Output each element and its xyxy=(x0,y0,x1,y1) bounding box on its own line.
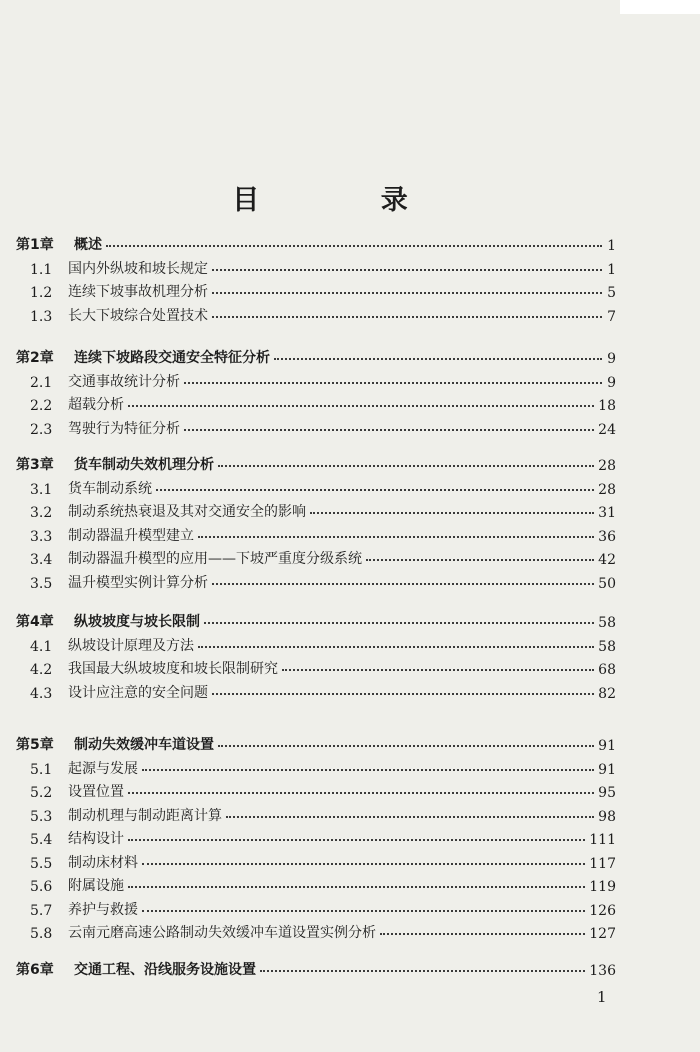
toc-section-title: 养护与救援 xyxy=(68,901,138,918)
toc-chapter[interactable] xyxy=(16,607,616,631)
toc-section[interactable] xyxy=(30,631,616,655)
toc-section-title: 制动系统热衰退及其对交通安全的影响 xyxy=(68,504,306,520)
toc-section[interactable] xyxy=(30,568,616,592)
toc-section-title: 货车制动系统 xyxy=(68,480,152,497)
toc-section-page: 42 xyxy=(598,552,616,568)
toc-chapter[interactable] xyxy=(16,343,616,367)
dot-leader xyxy=(198,646,594,648)
dot-leader xyxy=(156,489,594,491)
toc-section-page: 18 xyxy=(598,398,616,414)
toc-section-title: 温升模型实例计算分析 xyxy=(68,574,208,591)
dot-leader xyxy=(212,583,594,585)
dot-leader xyxy=(226,816,594,818)
toc-chapter-page: 58 xyxy=(598,615,616,631)
toc-section-title: 我国最大纵坡坡度和坡长限制研究 xyxy=(68,661,278,677)
toc-section-page: 126 xyxy=(589,902,616,919)
toc-chapter-page: 91 xyxy=(598,738,616,754)
toc-section-page: 7 xyxy=(607,308,616,325)
toc-chapter-title: 纵坡坡度与坡长限制 xyxy=(74,614,200,630)
toc-section-page: 117 xyxy=(589,855,616,872)
dot-leader xyxy=(366,559,594,561)
toc-section-number: 3.3 xyxy=(30,528,53,545)
toc-section-page: 91 xyxy=(598,761,616,778)
toc-section-page: 50 xyxy=(598,575,616,592)
toc-section[interactable] xyxy=(30,678,616,702)
toc-section-title: 设计应注意的安全问题 xyxy=(68,684,208,701)
toc-section[interactable] xyxy=(30,801,616,825)
toc-section-number: 4.1 xyxy=(30,638,53,655)
toc-section-title: 制动床材料 xyxy=(68,854,138,871)
toc-chapter[interactable] xyxy=(16,730,616,754)
toc-section-number: 5.7 xyxy=(30,902,53,919)
toc-section[interactable] xyxy=(30,871,616,895)
toc-section-title: 起源与发展 xyxy=(68,760,138,777)
dot-leader xyxy=(260,970,585,972)
toc-chapter-number: 第5章 xyxy=(16,737,54,753)
toc-section-page: 127 xyxy=(589,926,616,942)
toc-chapter-number: 第2章 xyxy=(16,350,54,366)
toc-chapter-title: 制动失效缓冲车道设置 xyxy=(74,737,214,753)
toc-section-page: 95 xyxy=(598,785,616,801)
toc-section-number: 5.6 xyxy=(30,879,53,895)
toc-section-number: 3.2 xyxy=(30,505,53,521)
toc-section[interactable] xyxy=(30,301,616,325)
toc-section-number: 1.2 xyxy=(30,285,53,301)
dot-leader xyxy=(274,358,602,360)
toc-chapter[interactable] xyxy=(16,230,616,254)
toc-chapter-number: 第4章 xyxy=(16,614,54,630)
toc-chapter-number: 第6章 xyxy=(16,962,54,978)
toc-section[interactable] xyxy=(30,277,616,301)
toc-section-title: 附属设施 xyxy=(68,878,124,894)
toc-section-number: 4.3 xyxy=(30,685,53,702)
dot-leader xyxy=(204,622,594,624)
toc-section-page: 58 xyxy=(598,638,616,655)
toc-section[interactable] xyxy=(30,777,616,801)
toc-chapter-number: 第1章 xyxy=(16,237,54,253)
dot-leader xyxy=(184,382,602,384)
dot-leader xyxy=(218,745,594,747)
toc-section-page: 82 xyxy=(598,685,616,702)
toc-section-number: 5.8 xyxy=(30,926,53,942)
toc-section-page: 5 xyxy=(607,285,616,301)
toc-section-page: 1 xyxy=(607,261,616,278)
dot-leader xyxy=(198,536,594,538)
toc-section-title: 交通事故统计分析 xyxy=(68,373,180,390)
dot-leader xyxy=(212,292,602,294)
toc-chapter-number: 第3章 xyxy=(16,457,54,473)
page-number: 1 xyxy=(597,988,607,1006)
toc-section-page: 36 xyxy=(598,528,616,545)
toc-section-page: 28 xyxy=(598,481,616,498)
toc-section[interactable] xyxy=(30,918,616,942)
toc-section[interactable] xyxy=(30,895,616,919)
toc-chapter[interactable] xyxy=(16,450,616,474)
toc-chapter-title: 货车制动失效机理分析 xyxy=(74,457,214,473)
toc-section[interactable] xyxy=(30,848,616,872)
toc-section-page: 24 xyxy=(598,421,616,438)
toc-section-title: 国内外纵坡和坡长规定 xyxy=(68,260,208,277)
toc-section-number: 3.5 xyxy=(30,575,53,592)
toc-chapter-title: 概述 xyxy=(74,237,102,253)
page-title: 目 录 xyxy=(232,185,464,217)
toc-section-page: 98 xyxy=(598,808,616,825)
toc-section-number: 4.2 xyxy=(30,662,53,678)
toc-section[interactable] xyxy=(30,521,616,545)
toc-section[interactable] xyxy=(30,367,616,391)
toc-section[interactable] xyxy=(30,254,616,278)
toc-chapter[interactable] xyxy=(16,955,616,979)
dot-leader xyxy=(184,429,594,431)
toc-section[interactable] xyxy=(30,824,616,848)
toc-section[interactable] xyxy=(30,390,616,414)
toc-section-number: 5.5 xyxy=(30,855,53,872)
toc-section-title: 连续下坡事故机理分析 xyxy=(68,284,208,300)
dot-leader xyxy=(128,886,585,888)
toc-section-title: 制动机理与制动距离计算 xyxy=(68,807,222,824)
toc-section-number: 1.3 xyxy=(30,308,53,325)
toc-section-page: 111 xyxy=(589,832,616,848)
toc-chapter-page: 136 xyxy=(589,963,616,979)
toc-section-title: 驾驶行为特征分析 xyxy=(68,420,180,437)
toc-section-number: 5.3 xyxy=(30,808,53,825)
toc-section[interactable] xyxy=(30,754,616,778)
toc-section-number: 2.2 xyxy=(30,398,53,414)
dot-leader xyxy=(310,512,594,514)
toc-section-title: 长大下坡综合处置技术 xyxy=(68,307,208,324)
toc-chapter-page: 28 xyxy=(598,458,616,474)
dot-leader xyxy=(380,933,585,935)
toc-section-page: 119 xyxy=(589,879,616,895)
toc-section-title: 制动器温升模型的应用——下坡严重度分级系统 xyxy=(68,551,362,567)
toc-section[interactable] xyxy=(30,474,616,498)
toc-chapter-page: 9 xyxy=(607,351,616,367)
toc-chapter-page: 1 xyxy=(607,238,616,254)
dot-leader xyxy=(128,839,585,841)
toc-section-page: 68 xyxy=(598,662,616,678)
toc-section[interactable] xyxy=(30,497,616,521)
dot-leader xyxy=(128,792,594,794)
dot-leader xyxy=(142,769,594,771)
toc-chapter-title: 交通工程、沿线服务设施设置 xyxy=(74,962,256,978)
toc-section-number: 5.2 xyxy=(30,785,53,801)
toc-section-page: 31 xyxy=(598,505,616,521)
toc-section-number: 2.1 xyxy=(30,374,53,391)
dot-leader xyxy=(212,269,602,271)
dot-leader xyxy=(218,465,594,467)
toc-section-number: 1.1 xyxy=(30,261,53,278)
toc-chapter-title: 连续下坡路段交通安全特征分析 xyxy=(74,350,270,366)
toc-section-title: 云南元磨高速公路制动失效缓冲车道设置实例分析 xyxy=(68,925,376,941)
dot-leader xyxy=(142,863,585,865)
dot-leader xyxy=(212,316,602,318)
dot-leader xyxy=(212,693,594,695)
toc-section-number: 2.3 xyxy=(30,421,53,438)
toc-section[interactable] xyxy=(30,654,616,678)
toc-section[interactable] xyxy=(30,414,616,438)
toc-section-title: 纵坡设计原理及方法 xyxy=(68,637,194,654)
toc-section[interactable] xyxy=(30,544,616,568)
dot-leader xyxy=(106,245,602,247)
toc-section-title: 超载分析 xyxy=(68,397,124,413)
toc-section-number: 3.4 xyxy=(30,552,53,568)
toc-section-title: 设置位置 xyxy=(68,784,124,800)
dot-leader xyxy=(282,669,594,671)
toc-section-title: 结构设计 xyxy=(68,831,124,847)
scan-edge xyxy=(620,0,700,14)
dot-leader xyxy=(128,405,594,407)
toc-section-number: 5.4 xyxy=(30,832,53,848)
toc-section-number: 3.1 xyxy=(30,481,53,498)
dot-leader xyxy=(142,910,585,912)
toc-section-page: 9 xyxy=(607,374,616,391)
toc-section-number: 5.1 xyxy=(30,761,53,778)
toc-section-title: 制动器温升模型建立 xyxy=(68,527,194,544)
